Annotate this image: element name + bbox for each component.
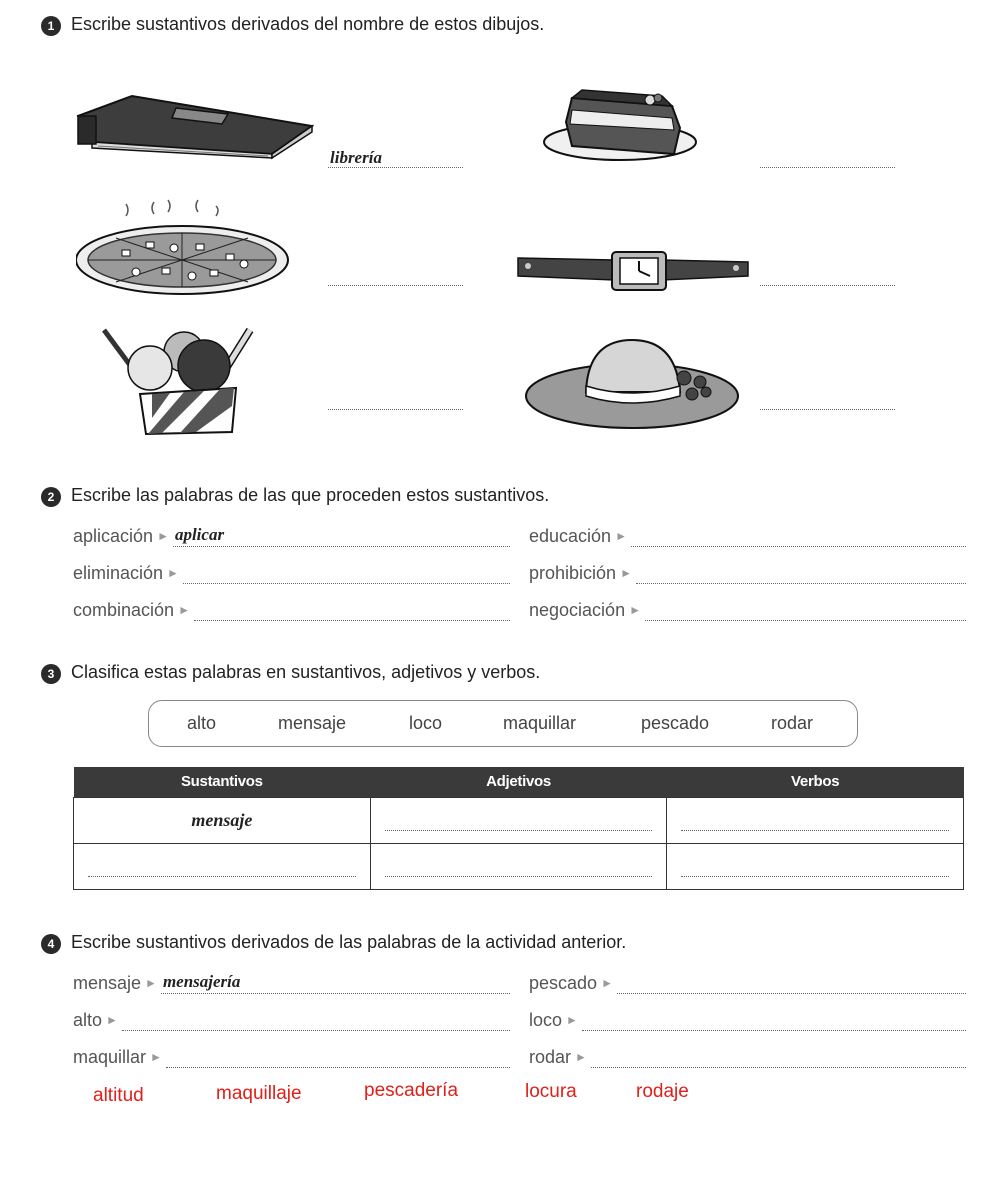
- table-cell[interactable]: [74, 797, 371, 843]
- pizza-icon: [76, 198, 292, 298]
- q1-answer-line-2[interactable]: [760, 148, 895, 168]
- table-cell[interactable]: [667, 797, 964, 843]
- q4-answer-line[interactable]: [591, 1048, 966, 1068]
- q4-row: [73, 1007, 510, 1031]
- q1-answer-line-3[interactable]: [328, 266, 463, 286]
- q1-answer-1: librería: [330, 148, 382, 167]
- q4-row: [529, 1007, 966, 1031]
- cake-icon: [542, 88, 700, 168]
- question-2-text: Escribe las palabras de las que proceden estos sustantivos.: [71, 485, 550, 505]
- q2-answer-line[interactable]: [631, 527, 966, 547]
- arrow-icon: ►: [629, 603, 641, 617]
- q2-answer: aplicar: [174, 525, 225, 544]
- q2-answer-line[interactable]: [645, 601, 966, 621]
- table-cell[interactable]: [370, 797, 667, 843]
- q4-word: alto: [73, 1010, 103, 1030]
- q4-answer-line[interactable]: [161, 974, 510, 994]
- q4-row: [529, 970, 966, 994]
- word-bank-item[interactable]: mensaje: [278, 713, 347, 733]
- table-header-verbos: Verbos: [667, 767, 964, 797]
- answer-option-pescaderia[interactable]: pescadería: [364, 1080, 459, 1101]
- q2-answer-line[interactable]: [183, 564, 510, 584]
- arrow-icon: ►: [150, 1050, 162, 1064]
- q2-row: [529, 560, 966, 584]
- q2-answer-line[interactable]: [194, 601, 510, 621]
- answer-option-maquillaje[interactable]: maquillaje: [216, 1083, 302, 1104]
- hat-icon: [524, 336, 742, 432]
- classification-table: [73, 767, 964, 890]
- question-3-number: 3: [41, 664, 61, 684]
- q4-word: loco: [529, 1010, 563, 1030]
- q2-answer-line[interactable]: [636, 564, 966, 584]
- arrow-icon: ►: [566, 1013, 578, 1027]
- q4-answer: mensajería: [162, 972, 241, 991]
- question-1-number: 1: [41, 16, 61, 36]
- q4-answer-line[interactable]: [582, 1011, 966, 1031]
- arrow-icon: ►: [620, 566, 632, 580]
- q4-word: pescado: [529, 973, 598, 993]
- q4-answer-line[interactable]: [166, 1048, 510, 1068]
- arrow-icon: ►: [178, 603, 190, 617]
- q2-row: [73, 597, 510, 621]
- q2-word: prohibición: [529, 563, 617, 583]
- question-1-text: Escribe sustantivos derivados del nombre de estos dibujos.: [71, 14, 545, 34]
- q2-word: eliminación: [73, 563, 164, 583]
- word-bank-item[interactable]: pescado: [641, 713, 710, 733]
- answer-option-locura[interactable]: locura: [525, 1081, 577, 1102]
- q2-row: [73, 560, 510, 584]
- question-3-text: Clasifica estas palabras en sustantivos, adjetivos y verbos.: [71, 662, 541, 682]
- question-4-text: Escribe sustantivos derivados de las palabras de la actividad anterior.: [71, 932, 627, 952]
- q1-answer-line-6[interactable]: [760, 390, 895, 410]
- question-4-number: 4: [41, 934, 61, 954]
- word-bank-item[interactable]: loco: [409, 713, 443, 733]
- watch-icon: [514, 246, 752, 292]
- q2-row: [73, 523, 510, 547]
- q1-answer-line-5[interactable]: [328, 390, 463, 410]
- table-cell-answer: mensaje: [191, 809, 253, 830]
- q2-word: aplicación: [73, 526, 154, 546]
- answer-option-rodaje[interactable]: rodaje: [636, 1081, 689, 1102]
- table-row: [74, 797, 964, 843]
- q2-word: combinación: [73, 600, 175, 620]
- q4-row: [73, 1044, 510, 1068]
- table-cell[interactable]: [74, 843, 371, 889]
- arrow-icon: ►: [575, 1050, 587, 1064]
- q2-word: educación: [529, 526, 612, 546]
- table-header-sustantivos: Sustantivos: [74, 767, 371, 797]
- ice-cream-icon: [100, 322, 270, 438]
- q1-answer-line-4[interactable]: [760, 266, 895, 286]
- word-bank-item[interactable]: rodar: [771, 713, 814, 733]
- q4-word: maquillar: [73, 1047, 147, 1067]
- table-cell[interactable]: [667, 843, 964, 889]
- arrow-icon: ►: [157, 529, 169, 543]
- arrow-icon: ►: [601, 976, 613, 990]
- q2-row: [529, 597, 966, 621]
- arrow-icon: ►: [106, 1013, 118, 1027]
- q4-answer-line[interactable]: [122, 1011, 510, 1031]
- q2-answer-line[interactable]: [173, 527, 510, 547]
- arrow-icon: ►: [145, 976, 157, 990]
- book-icon: [72, 94, 314, 160]
- q2-row: [529, 523, 966, 547]
- table-cell[interactable]: [370, 843, 667, 889]
- table-row: [74, 843, 964, 889]
- answer-option-altitud[interactable]: altitud: [93, 1085, 144, 1106]
- word-bank: [148, 700, 858, 747]
- question-2-number: 2: [41, 487, 61, 507]
- arrow-icon: ►: [167, 566, 179, 580]
- q2-word: negociación: [529, 600, 626, 620]
- q4-word: rodar: [529, 1047, 572, 1067]
- q4-word: mensaje: [73, 973, 142, 993]
- word-bank-item[interactable]: maquillar: [503, 713, 577, 733]
- arrow-icon: ►: [615, 529, 627, 543]
- q4-answer-line[interactable]: [617, 974, 966, 994]
- q4-row: [73, 970, 510, 994]
- word-bank-item[interactable]: alto: [187, 713, 217, 733]
- table-header-adjetivos: Adjetivos: [370, 767, 667, 797]
- q4-row: [529, 1044, 966, 1068]
